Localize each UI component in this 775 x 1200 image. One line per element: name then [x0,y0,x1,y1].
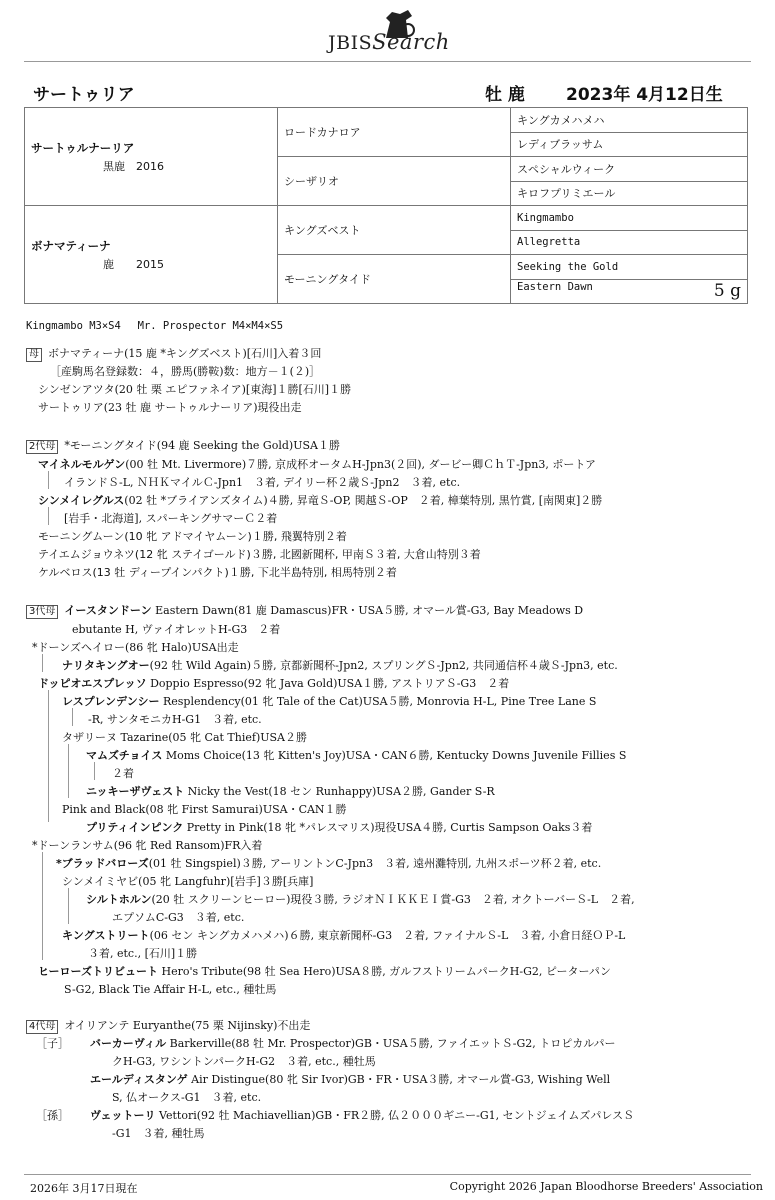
offspring-name[interactable]: マムズチョイス [86,749,163,762]
jbis-search-logo[interactable] [328,8,468,56]
tree-line [42,852,43,960]
offspring-record: [岩手・北海道], スパーキングサマーＣ２着 [64,512,278,525]
offspring-record: S-G2, Black Tie Affair H-L, etc., 種牡馬 [64,983,277,996]
pedigree-g2-cell[interactable]: キングズベスト [278,206,511,255]
offspring-name[interactable]: バーカーヴィル [90,1037,167,1050]
tree-line [48,690,49,822]
horse-name: サートゥリア [33,85,135,105]
offspring-record: -R, サンタモニカH-G1 ３着, etc. [88,713,262,726]
offspring-record: (01 牡 Singspiel)３勝, アーリントンC-Jpn3 ３着, 遠州灘特別, 九州スポーツ杯２着, etc. [148,857,602,870]
footer-copyright: Copyright 2026 Japan Bloodhorse Breeders' Association [449,1180,763,1193]
sire-name: サートゥルナーリア [31,140,135,155]
offspring-record: ３着, etc., [石川]１勝 [88,947,198,960]
offspring-record: Moms Choice(13 牝 Kitten's Joy)USA・CAN６勝, Kentucky Downs Juvenile Fillies S [162,749,627,762]
inbreeding-info: Kingmambo M3×S4 Mr. Prospector M4×M4×S5 [26,320,284,332]
offspring-record: (06 セン キングカメハメハ)６勝, 東京新聞杯-G3 ２着, ファイナルＳ-L ３着, 小倉日経ＯＰ-L [149,929,626,942]
offspring-record: エプソムC-G3 ３着, etc. [112,911,245,924]
offspring-name[interactable]: イースタンドーン [64,604,152,617]
horse-sex-color: 牡 鹿 [485,85,525,105]
horse-title [33,80,742,106]
tree-line [72,708,73,726]
offspring-record: (02 牡 *ブライアンズタイム)４勝, 昇竜Ｓ-OP, 関越Ｓ-OP ２着, 樟葉特別, 黒竹賞, [南関東]２勝 [124,494,603,507]
offspring-name[interactable]: *ブラッドバローズ [56,857,149,870]
horse-birthdate: 2023年 4月12日生 [566,85,723,105]
offspring-name[interactable]: エールディスタンゲ [90,1073,188,1086]
dam1-line: ［産駒馬名登録数：４，勝馬(勝鞍)数：地方－１(２)］ [50,365,321,378]
offspring-record: タザリーヌ Tazarine(05 牝 Cat Thief)USA２勝 [62,731,307,744]
dam-name: ボナマティーナ [31,238,111,253]
dam1-tag: 母 [26,348,42,362]
dam1-line: シンゼンアツタ(20 牡 栗 エピファネイア)[東海]１勝[石川]１勝 [38,383,352,396]
pedigree-g3-cell[interactable]: キロフプリミエール [511,181,748,206]
dam4-tag: 4代母 [26,1020,58,1034]
offspring-record: Pretty in Pink(18 牝 *パレスマリス)現役USA４勝, Curtis Sampson Oaks３着 [183,821,593,834]
tree-line [94,762,95,780]
offspring-name[interactable]: ニッキーザヴェスト [86,785,185,798]
header-divider [24,61,751,62]
pedigree-g3-cell[interactable]: Allegretta [511,230,748,255]
offspring-name[interactable]: キングストリート [62,929,150,942]
offspring-record: Resplendency(01 牝 Tale of the Cat)USA５勝, Monrovia H-L, Pine Tree Lane S [159,695,597,708]
offspring-name[interactable]: プリティインピンク [86,821,184,834]
offspring-name[interactable]: マイネルモルゲン [38,458,126,471]
pedigree-g3-cell[interactable] [511,279,748,304]
tree-line [48,507,49,525]
sire-info: 黒鹿 2016 [103,159,164,173]
dam1-line: ボナマティーナ(15 鹿 *キングズベスト)[石川]入着３回 [48,347,322,360]
pedigree-g2-cell[interactable]: シーザリオ [278,157,511,206]
offspring-name[interactable]: シンメイレグルス [38,494,125,507]
offspring-record: シンメイミヤビ(05 牝 Langfuhr)[岩手]３勝[兵庫] [62,875,314,888]
offspring-record: S, 仏オークス-G1 ３着, etc. [112,1091,262,1104]
offspring-record: Barkerville(88 牡 Mr. Prospector)GB・USA５勝, ファイエットＳ-G2, トロピカルパー [166,1037,616,1050]
dam4-head: オイリアンテ Euryanthe(75 栗 Nijinsky)不出走 [64,1019,311,1032]
offspring-name[interactable]: ヒーローズトリビュート [38,965,159,978]
footer-date: 2026年 3月17日現在 [30,1182,138,1195]
offspring-record: Doppio Espresso(92 牝 Java Gold)USA１勝, アストリアＳ-G3 ２着 [146,677,510,690]
offspring-record: Hero's Tribute(98 牡 Sea Hero)USA８勝, ガルフストリームパークH-G2, ピーターパン [158,965,611,978]
offspring-record: *ドーンランサム(96 牝 Red Ransom)FR入着 [32,839,263,852]
pedigree-table [24,107,748,304]
offspring-record: クH-G3, ワシントンパークH-G2 ３着, etc., 種牡馬 [112,1055,376,1068]
offspring-name[interactable]: ドッピオエスプレッソ [38,677,147,690]
offspring-record: テイエムジョウネツ(12 牝 ステイゴールド)３勝, 北國新聞杯, 甲南Ｓ３着, 大倉山特別３着 [38,548,481,561]
pedigree-g3-cell[interactable]: Seeking the Gold [511,255,748,280]
offspring-record: ケルベロス(13 牡 ディープインパクト)１勝, 下北半島特別, 相馬特別２着 [38,566,397,579]
offspring-record: (20 牡 スクリーンヒーロー)現役３勝, ラジオＮＩＫＫＥＩ賞-G3 ２着, オクトーバーＳ-L ２着, [151,893,635,906]
tree-line [42,654,43,672]
dam2-head: *モーニングタイド(94 鹿 Seeking the Gold)USA１勝 [64,439,340,452]
pedigree-g2-cell[interactable]: ロードカナロア [278,108,511,157]
offspring-record: ebutante H, ヴァイオレットH-G3 ２着 [72,623,281,636]
offspring-record: ２着 [112,767,134,780]
pedigree-g3-cell[interactable]: スペシャルウィーク [511,157,748,182]
child-label: ［子］ [36,1037,69,1050]
ancestor-name: Eastern Dawn [517,281,593,294]
tree-line [68,888,69,924]
offspring-record: Air Distingue(80 牝 Sir Ivor)GB・FR・USA３勝, オマール賞-G3, Wishing Well [187,1073,611,1086]
offspring-name[interactable]: ナリタキングオー [62,659,150,672]
dam1-line: サートゥリア(23 牡 鹿 サートゥルナーリア)現役出走 [38,401,302,414]
offspring-record: -G1 ３着, 種牡馬 [112,1127,205,1140]
tree-line [68,744,69,798]
grandchild-label: ［孫］ [36,1109,69,1122]
offspring-record: Vettori(92 牡 Machiavellian)GB・FR２勝, 仏２０００ギニー-G1, セントジェイムズパレスＳ [155,1109,635,1122]
offspring-record: Eastern Dawn(81 鹿 Damascus)FR・USA５勝, オマール賞-G3, Bay Meadows D [151,604,584,617]
dam-info: 鹿 2015 [103,257,164,271]
offspring-record: Nicky the Vest(18 セン Runhappy)USA２勝, Gander S-R [184,785,495,798]
pedigree-g3-cell[interactable]: キングカメハメハ [511,108,748,133]
logo-text: JBISSearch [328,30,450,54]
dam-cell[interactable] [25,206,278,304]
offspring-record: イランドＳ-L, ＮＨＫマイルＣ-Jpn1 ３着, デイリー杯２歳Ｓ-Jpn2 ３着, etc. [64,476,461,489]
pedigree-g3-cell[interactable]: Kingmambo [511,206,748,231]
offspring-record: *ドーンズヘイロー(86 牝 Halo)USA出走 [32,641,239,654]
sire-cell[interactable] [25,108,278,206]
pedigree-g2-cell[interactable]: モーニングタイド [278,255,511,304]
offspring-name[interactable]: シルトホルン [86,893,152,906]
pedigree-g3-cell[interactable]: レディブラッサム [511,132,748,157]
dam3-tag: 3代母 [26,605,58,619]
offspring-record: モーニングムーン(10 牝 アドマイヤムーン)１勝, 飛翼特別２着 [38,530,347,543]
tree-line [48,471,49,489]
footer-divider [24,1174,751,1175]
offspring-record: Pink and Black(08 牝 First Samurai)USA・CAN１勝 [62,803,347,816]
weight-value: 5 g [713,281,741,302]
offspring-name[interactable]: レスプレンデンシー [62,695,160,708]
offspring-record: (92 牡 Wild Again)５勝, 京都新聞杯-Jpn2, スプリングＳ-Jpn2, 共同通信杯４歳Ｓ-Jpn3, etc. [149,659,618,672]
offspring-record: (00 牡 Mt. Livermore)７勝, 京成杯オータムH-Jpn3(２回), ダービー卿ＣｈＴ-Jpn3, ポートア [125,458,596,471]
dam2-tag: 2代母 [26,440,58,454]
offspring-name[interactable]: ヴェットーリ [90,1109,156,1122]
